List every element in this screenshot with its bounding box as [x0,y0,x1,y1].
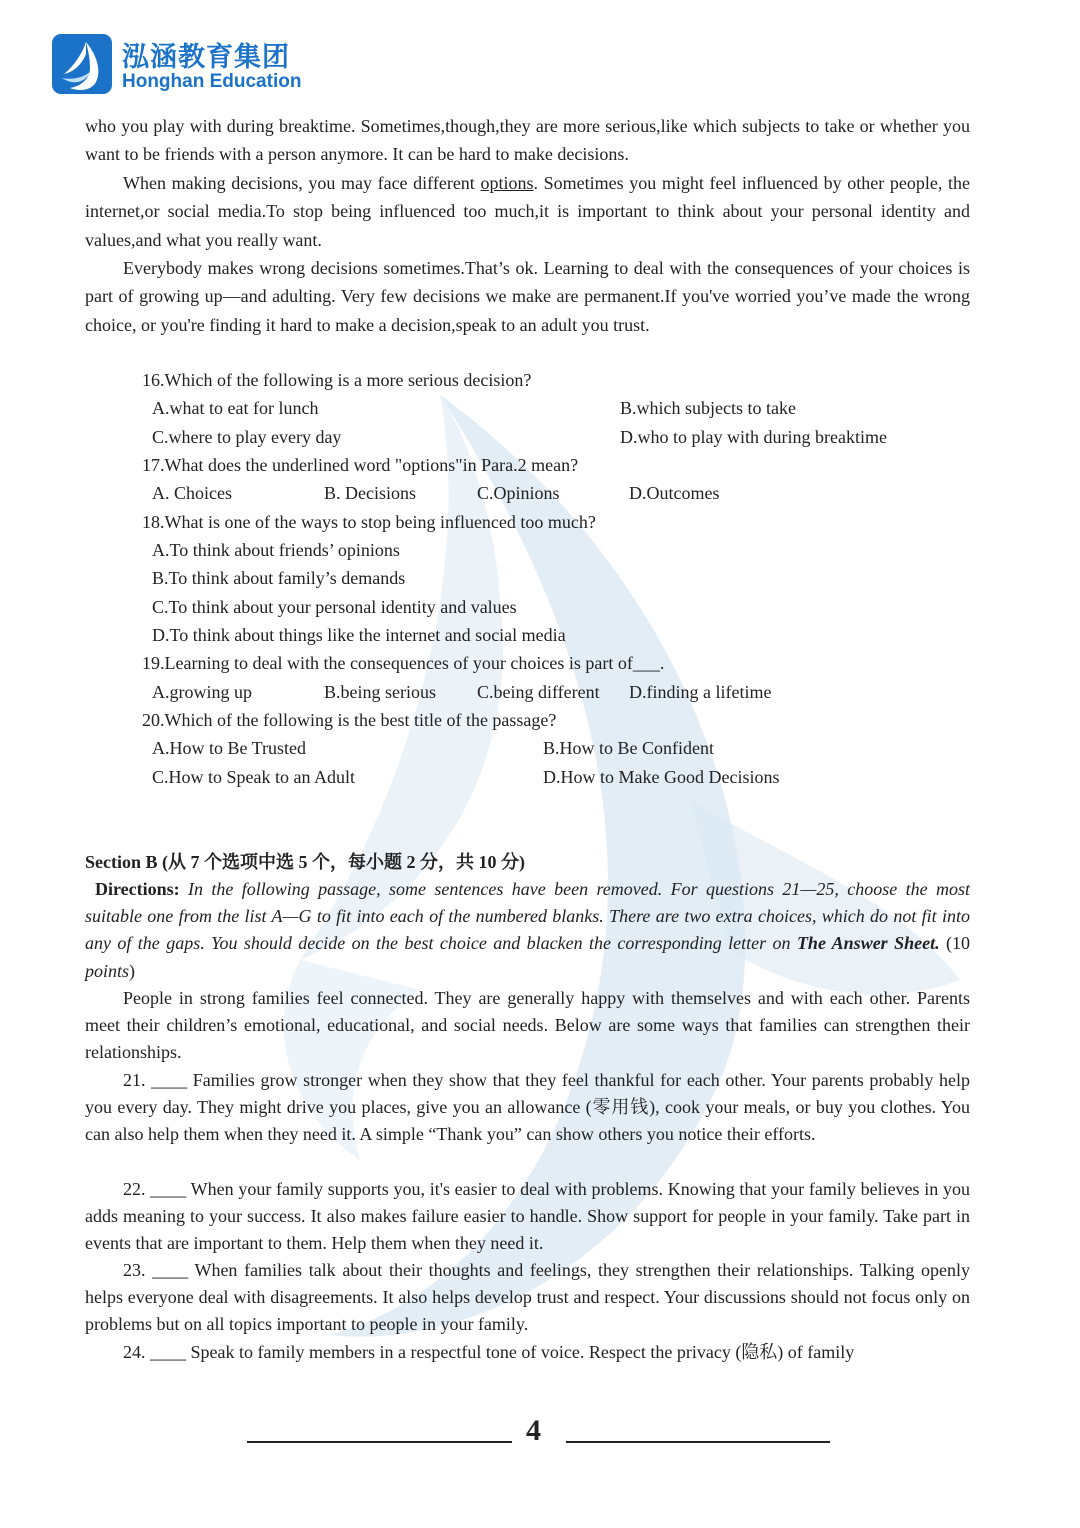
points-word: points [85,960,130,981]
question-16-option-c: C.where to play every day [152,427,342,447]
section-b-directions [85,876,970,985]
question-17-stem: 17.What does the underlined word "options"in Para.2 mean? [142,455,579,475]
passage-paragraph-3: Everybody makes wrong decisions sometimes.That’s ok. Learning to deal with the consequences of your choices is part of growing up—and adulting. Very few decisions we make are permanent.If you've worried you’ve made the wrong choice, or you're finding it hard to make a decision,speak to an adult you trust. [85,258,970,335]
question-16-option-b: B.which subjects to take [620,398,796,418]
question-17-option-d: D.Outcomes [629,483,720,503]
section-b-intro: People in strong families feel connected. They are generally happy with themselves and with each other. Parents meet their children’s emotional, educational, and social needs. Below are some ways that families can strengthen their relationships. [85,988,970,1063]
blank-23-paragraph: 23. ____ When families talk about their thoughts and feelings, they strengthen their relationships. Talking openly helps everyone deal with disagreements. It also helps develop trust and respect. Your discussions should not focus only on problems but on all topics important to people in your family. [85,1260,970,1335]
question-20-stem: 20.Which of the following is the best title of the passage? [142,710,557,730]
question-19-option-d: D.finding a lifetime [629,682,772,702]
section-b-title: Section B (从 7 个选项中选 5 个，每小题 2 分，共 10 分) [85,852,525,872]
points-open: (10 [939,933,971,954]
points-close: ) [129,960,136,981]
question-17-option-a: A. Choices [152,483,232,503]
question-20-option-a: A.How to Be Trusted [152,738,307,758]
page-number: 4 [526,1414,541,1447]
footer-line-left [247,1441,512,1443]
question-20-option-c: C.How to Speak to an Adult [152,767,355,787]
brand-name-en: Honghan Education [122,71,302,92]
footer-line-right [566,1441,830,1443]
question-18-option-b: B.To think about family’s demands [152,568,406,588]
question-19-option-b: B.being serious [324,682,436,702]
blank-24-paragraph: 24. ____ Speak to family members in a respectful tone of voice. Respect the privacy (隐私) of family [123,1342,855,1362]
paragraph-2-start: When making decisions, you may face different [123,173,481,193]
brand-name-cn: 泓涵教育集团 [122,42,290,73]
question-19-option-a: A.growing up [152,682,252,702]
question-16-stem: 16.Which of the following is a more serious decision? [142,370,532,390]
question-17-option-c: C.Opinions [477,483,560,503]
question-20-option-b: B.How to Be Confident [543,738,714,758]
question-18-option-d: D.To think about things like the internet and social media [152,625,566,645]
question-19-option-c: C.being different [477,682,600,702]
question-17-option-b: B. Decisions [324,483,416,503]
directions-text: In the following passage, some sentences have been removed. For questions 21—25, choose the most suitable one from the list A—G to fit into each of the numbered blanks. There are two extra choices, which do not fit into any of the gaps. You should decide on the best choice and blacken the corresponding letter on [85,879,971,954]
question-18-option-c: C.To think about your personal identity and values [152,597,517,617]
question-18-stem: 18.What is one of the ways to stop being influenced too much? [142,512,596,532]
question-18-option-a: A.To think about friends’ opinions [152,540,400,560]
passage-paragraph-1: who you play with during breaktime. Sometimes,though,they are more serious,like which subjects to take or whether you want to be friends with a person anymore. It can be hard to make decisions. [85,116,970,165]
question-16-option-a: A.what to eat for lunch [152,398,319,418]
question-19-stem: 19.Learning to deal with the consequences of your choices is part of___. [142,653,665,673]
paragraph-2-end: . Sometimes you might feel influenced by other people, the internet,or social media.To stop being influenced too much,it is important to think about your personal identity and values,and what you really want. [85,173,970,250]
question-20-option-d: D.How to Make Good Decisions [543,767,780,787]
answer-sheet-label: The Answer Sheet. [796,933,940,954]
blank-21-paragraph: 21. ____ Families grow stronger when they show that they feel thankful for each other. Your parents probably help you every day. They might drive you places, give you an allowance (零用钱), cook your meals, or buy you clothes. You can also help them when they need it. A simple “Thank you” can show others you notice their efforts. [85,1070,970,1145]
underlined-word-options: options [480,173,534,193]
directions-label: Directions: [95,879,180,899]
blank-22-paragraph: 22. ____ When your family supports you, it's easier to deal with problems. Knowing that your family believes in you adds meaning to your success. It also makes failure easier to handle. Show support for people in your family. Take part in events that are important to them. Help them when they need it. [85,1179,970,1254]
passage-paragraph-2 [85,169,970,254]
question-16-option-d: D.who to play with during breaktime [620,427,887,447]
logo-icon [52,34,112,94]
